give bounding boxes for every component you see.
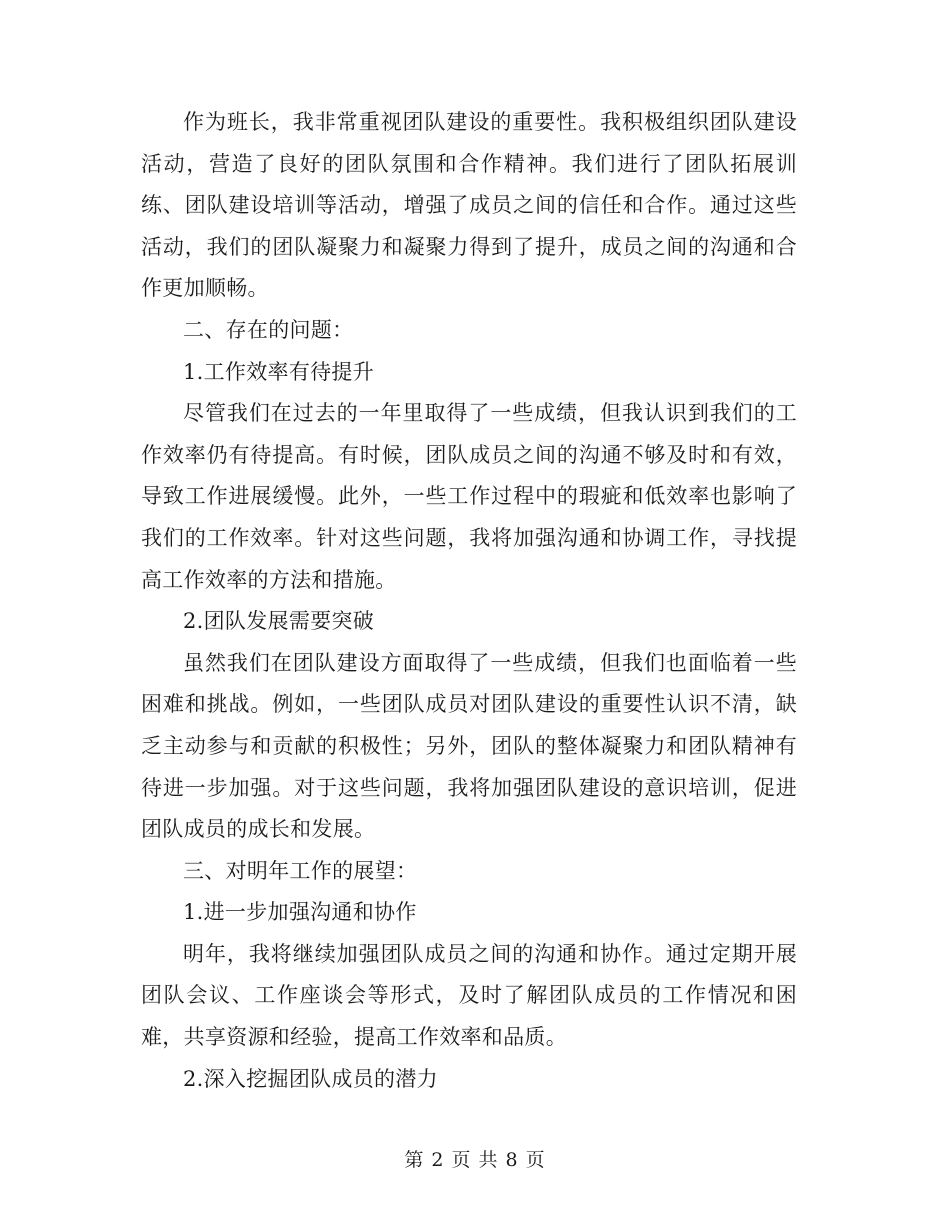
section-heading-problems: 二、存在的问题：: [183, 317, 354, 342]
document-body: [141, 102, 797, 1100]
section-heading-outlook: 三、对明年工作的展望：: [183, 858, 418, 883]
paragraph-team-building: 作为班长，我非常重视团队建设的重要性。我积极组织团队建设活动，营造了良好的团队氛围和合作精神。我们进行了团队拓展训练、团队建设培训等活动，增强了成员之间的信任和合作。通过这些活动，我们的团队凝聚力和凝聚力得到了提升，成员之间的沟通和合作更加顺畅。: [141, 110, 797, 301]
paragraph-team-development: 虽然我们在团队建设方面取得了一些成绩，但我们也面临着一些困难和挑战。例如，一些团队成员对团队建设的重要性认识不清，缺乏主动参与和贡献的积极性；另外，团队的整体凝聚力和团队精神有待进一步加强。对于这些问题，我将加强团队建设的意识培训，促进团队成员的成长和发展。: [141, 650, 797, 842]
page-number-label: 第 2 页 共 8 页: [404, 1149, 546, 1171]
paragraph-communication: 明年，我将继续加强团队成员之间的沟通和协作。通过定期开展团队会议、工作座谈会等形式，及时了解团队成员的工作情况和困难，共享资源和经验，提高工作效率和品质。: [141, 941, 797, 1050]
subheading-team-development: 2.团队发展需要突破: [183, 609, 375, 634]
paragraph-work-efficiency: 尽管我们在过去的一年里取得了一些成绩，但我认识到我们的工作效率仍有待提高。有时候，团队成员之间的沟通不够及时和有效，导致工作进展缓慢。此外，一些工作过程中的瑕疵和低效率也影响了我们的工作效率。针对这些问题，我将加强沟通和协调工作，寻找提高工作效率的方法和措施。: [141, 401, 797, 592]
page-footer: [0, 1146, 950, 1174]
subheading-member-potential: 2.深入挖掘团队成员的潜力: [183, 1066, 438, 1091]
subheading-communication: 1.进一步加强沟通和协作: [183, 900, 417, 925]
subheading-work-efficiency: 1.工作效率有待提升: [183, 359, 375, 384]
